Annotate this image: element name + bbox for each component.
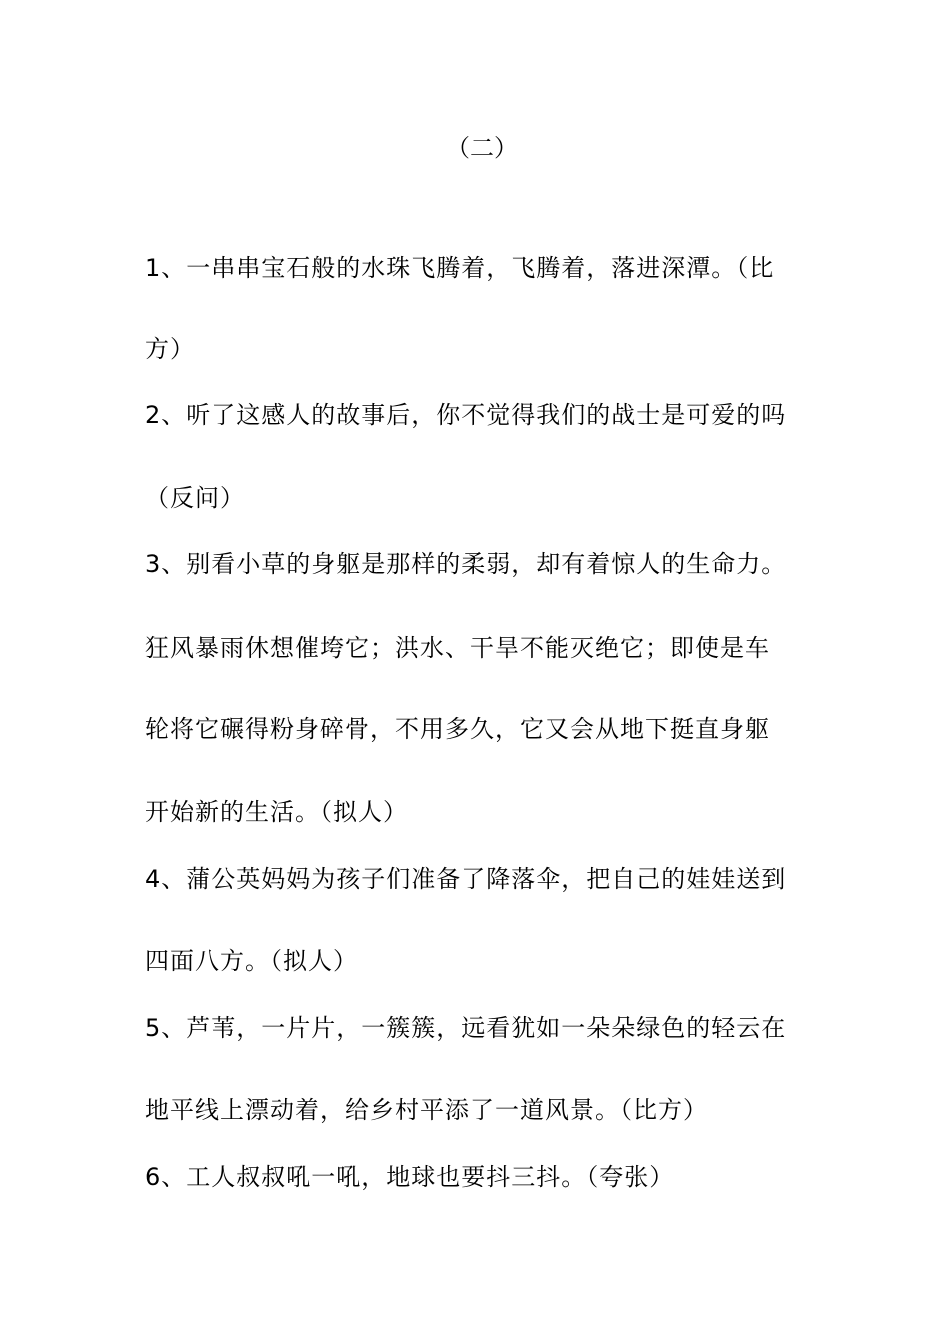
text-line: 6、工人叔叔吼一吼，地球也要抖三抖。（夸张） xyxy=(145,1163,675,1191)
text-line: 4、蒲公英妈妈为孩子们准备了降落伞，把自己的娃娃送到 xyxy=(145,865,787,893)
text-line: 3、别看小草的身躯是那样的柔弱，却有着惊人的生命力。 xyxy=(145,550,787,578)
text-line: 狂风暴雨休想催垮它；洪水、干旱不能灭绝它；即使是车 xyxy=(145,634,770,662)
section-title: （二） xyxy=(446,134,518,162)
text-line: （反问） xyxy=(145,484,245,512)
text-line: 1、一串串宝石般的水珠飞腾着，飞腾着，落进深潭。（比 xyxy=(145,254,775,282)
text-line: 轮将它碾得粉身碎骨，不用多久，它又会从地下挺直身躯 xyxy=(145,715,770,743)
text-line: 2、听了这感人的故事后，你不觉得我们的战士是可爱的吗 xyxy=(145,401,787,429)
text-line: 地平线上漂动着，给乡村平添了一道风景。（比方） xyxy=(145,1096,708,1124)
text-line: 四面八方。（拟人） xyxy=(145,947,358,975)
text-line: 5、芦苇，一片片，一簇簇，远看犹如一朵朵绿色的轻云在 xyxy=(145,1014,787,1042)
text-line: 方） xyxy=(145,335,195,363)
text-line: 开始新的生活。（拟人） xyxy=(145,798,408,826)
